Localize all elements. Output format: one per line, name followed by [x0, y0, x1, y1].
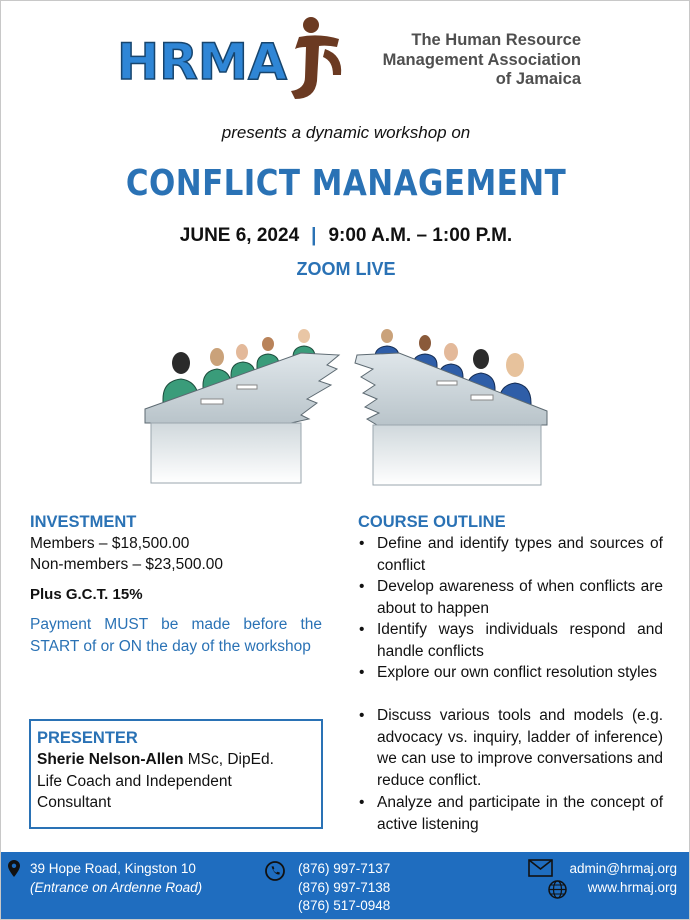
list-item: • Explore our own conflict resolution styles: [359, 664, 657, 681]
presenter-role: Consultant: [37, 794, 112, 811]
address-line: 39 Hope Road, Kingston 10: [30, 861, 196, 876]
members-price: Members – $18,500.00: [30, 535, 190, 552]
investment-section: [30, 511, 322, 657]
globe-icon: [548, 880, 567, 899]
footer-contact-bar: [1, 852, 690, 920]
event-venue: ZOOM LIVE: [296, 259, 396, 279]
phone-numbers: [298, 860, 390, 916]
web-contacts: [570, 860, 678, 897]
outline-item-text: Analyze and participate in the concept of active listening: [377, 794, 663, 833]
phone-number[interactable]: (876) 517-0948: [298, 898, 391, 913]
address-note: (Entrance on Ardenne Road): [30, 879, 203, 895]
presenter-name: Sherie Nelson-Allen: [37, 751, 184, 768]
list-item: • Discuss various tools and models (e.g. advocacy vs. inquiry, ladder of inference) we can use to improve conversations and reduce conflict.: [359, 707, 663, 789]
org-name-line: The Human Resource: [411, 31, 581, 49]
presenter-heading: PRESENTER: [37, 729, 138, 747]
organization-name: [357, 31, 581, 90]
payment-note: Payment MUST be made before the START of or ON the day of the workshop: [30, 616, 322, 655]
address: [30, 860, 202, 897]
date-time-line: [1, 225, 690, 247]
presenter-box: [29, 719, 323, 829]
email-link[interactable]: admin@hrmaj.org: [569, 861, 677, 876]
event-date: JUNE 6, 2024: [179, 225, 300, 246]
separator: |: [311, 225, 317, 246]
phone-number[interactable]: (876) 997-7137: [298, 861, 391, 876]
outline-item-text: Develop awareness of when conflicts are about to happen: [377, 578, 663, 617]
list-item: • Analyze and participate in the concept of active listening: [359, 794, 663, 833]
phone-icon: [265, 861, 285, 881]
list-item: • Define and identify types and sources of conflict: [359, 535, 663, 574]
course-outline-section: [358, 511, 663, 833]
non-members-price: Non-members – $23,500.00: [30, 556, 224, 573]
course-outline-heading: COURSE OUTLINE: [358, 513, 506, 531]
presenter-role: Life Coach and Independent: [37, 772, 232, 790]
outline-item-text: Explore our own conflict resolution styles: [377, 664, 657, 681]
list-item: • Develop awareness of when conflicts are about to happen: [359, 578, 663, 617]
website-link[interactable]: www.hrmaj.org: [587, 879, 677, 895]
presents-tagline: presents a dynamic workshop on: [221, 123, 471, 142]
presenter-name-line: [37, 749, 315, 771]
outline-item-text: Discuss various tools and models (e.g. advocacy vs. inquiry, ladder of inference) we can use to improve conversations and reduce conflict.: [377, 707, 663, 789]
outline-item-text: Define and identify types and sources of conflict: [377, 535, 663, 574]
gct-note: Plus G.C.T. 15%: [30, 586, 143, 603]
location-pin-icon: [8, 860, 20, 877]
phone-number[interactable]: (876) 997-7138: [298, 879, 391, 895]
conflict-table-illustration: [141, 319, 551, 489]
workshop-title: CONFLICT MANAGEMENT: [125, 163, 567, 204]
org-name-line: of Jamaica: [495, 70, 581, 88]
presenter-credentials: MSc, DipEd.: [183, 751, 274, 768]
outline-item-text: Identify ways individuals respond and handle conflicts: [377, 621, 663, 660]
investment-heading: INVESTMENT: [30, 513, 137, 531]
list-item: • Identify ways individuals respond and handle conflicts: [359, 621, 663, 660]
hrmaj-logo: [113, 15, 353, 105]
email-icon: [528, 859, 553, 877]
svg-text:HRMA: HRMA: [117, 33, 288, 91]
org-name-line: Management Association: [382, 50, 581, 69]
event-time: 9:00 A.M. – 1:00 P.M.: [328, 225, 513, 246]
